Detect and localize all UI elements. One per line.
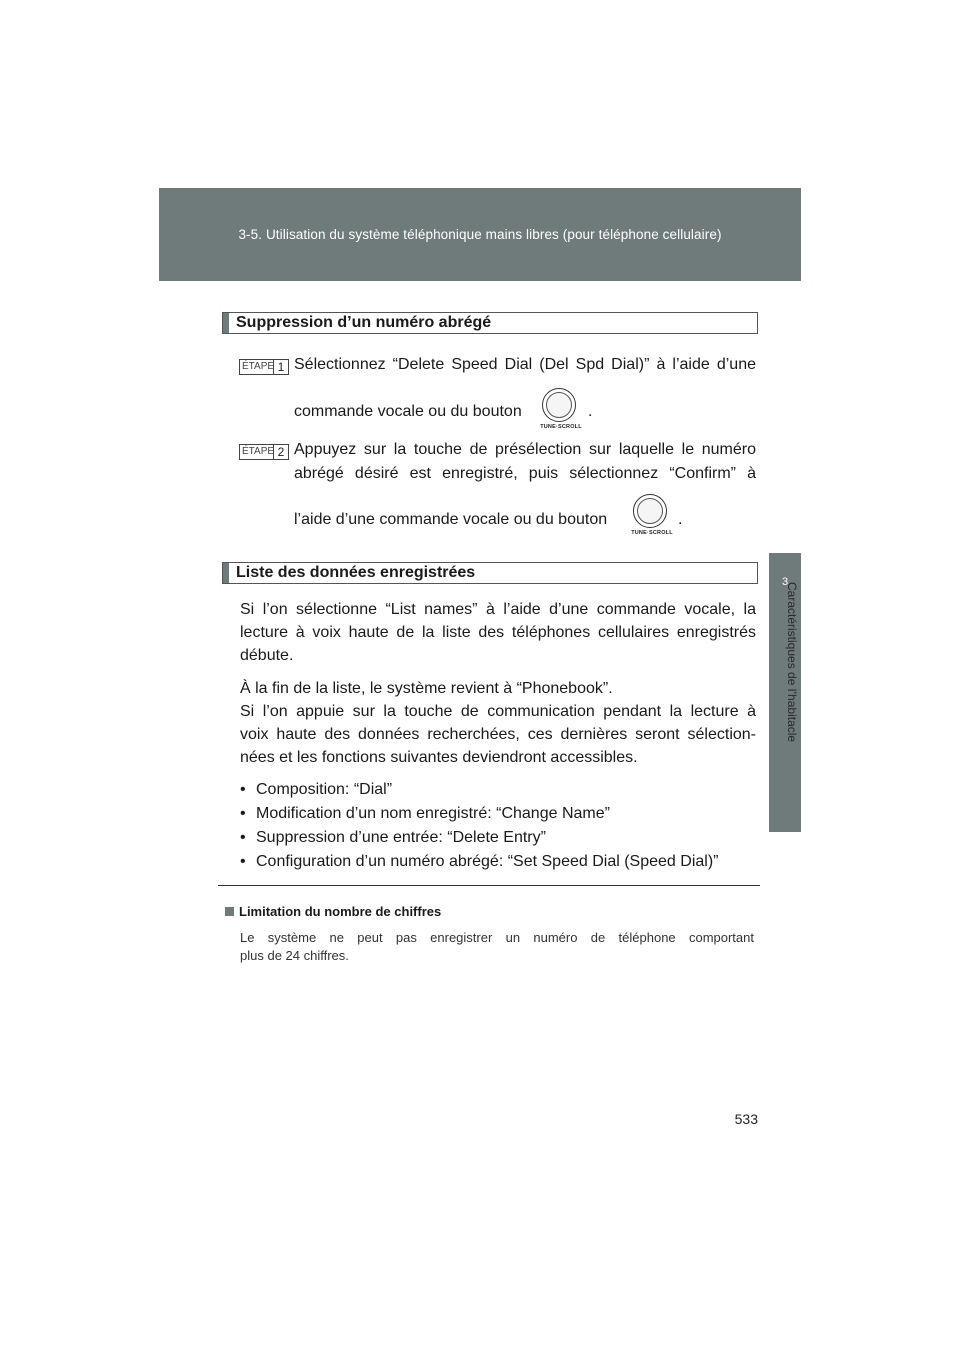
section-heading-delete-speed-dial [222, 312, 758, 334]
section-heading-stored-data-list [222, 562, 758, 584]
bullet-glyph: • [240, 829, 246, 846]
bullet-item: Suppression d’une entrée: “Delete Entry” [256, 829, 546, 846]
step-badge-2 [239, 444, 289, 460]
step-1-line-1: Sélectionnez “Delete Speed Dial (Del Spd Dial)” à l’aide d’une [294, 356, 756, 373]
note-body-line-1: Le système ne peut pas enregistrer un numéro de téléphone comportant [240, 930, 754, 945]
step-1-line-2: commande vocale ou du bouton [294, 403, 522, 420]
note-body-line-2: plus de 24 chiffres. [240, 948, 349, 963]
para-3-line-3: nées et les fonctions suivantes deviendront accessibles. [240, 749, 638, 766]
chapter-header-band [159, 188, 801, 281]
section-heading-marker [223, 313, 229, 333]
note-title: Limitation du nombre de chiffres [239, 904, 442, 919]
para-3-line-1: Si l’on appuie sur la touche de communication pendant la lecture à [240, 703, 756, 720]
chapter-number: 3 [781, 576, 789, 588]
step-badge-label: ÉTAPE [242, 446, 275, 457]
para-1-line-2: lecture à voix haute de la liste des téléphones cellulaires enregistrés [240, 624, 756, 641]
bullet-item: Configuration d’un numéro abrégé: “Set Speed Dial (Speed Dial)” [256, 853, 719, 870]
section-title: Suppression d’un numéro abrégé [236, 314, 492, 331]
chapter-side-label-wrap [786, 582, 812, 832]
section-title: Liste des données enregistrées [236, 564, 476, 581]
para-2-line-1: À la fin de la liste, le système revient à “Phonebook”. [240, 680, 613, 697]
step-badge-number: 1 [273, 359, 288, 375]
tune-scroll-knob-icon [540, 388, 582, 430]
knob-label: TUNE·SCROLL [540, 424, 582, 430]
step-2-line-2: abrégé désiré est enregistré, puis sélectionnez “Confirm” à [294, 465, 756, 482]
para-1-line-1: Si l’on sélectionne “List names” à l’aide d’une commande vocale, la [240, 601, 756, 618]
para-3-line-2: voix haute des données recherchées, ces dernières seront sélection- [240, 726, 756, 743]
bullet-glyph: • [240, 805, 246, 822]
page-number: 533 [734, 1111, 758, 1127]
square-bullet-icon [225, 907, 234, 916]
bullet-glyph: • [240, 781, 246, 798]
bullet-item: Composition: “Dial” [256, 781, 393, 798]
breadcrumb: 3-5. Utilisation du système téléphonique mains libres (pour téléphone cellulaire) [238, 227, 722, 242]
step-2-line-1: Appuyez sur la touche de présélection sur laquelle le numéro [294, 441, 756, 458]
bullet-glyph: • [240, 853, 246, 870]
step-badge-1 [239, 359, 289, 375]
chapter-side-label: Caractéristiques de l’habitacle [785, 582, 799, 743]
knob-label: TUNE·SCROLL [631, 530, 673, 536]
tune-scroll-knob-icon [631, 494, 673, 536]
note-heading [225, 904, 441, 919]
step-badge-label: ÉTAPE [242, 361, 275, 372]
step-2-line-3-end: . [678, 511, 683, 528]
bullet-item: Modification d’un nom enregistré: “Change Name” [256, 805, 610, 822]
step-badge-number: 2 [273, 444, 288, 460]
note-divider [218, 885, 760, 886]
para-1-line-3: débute. [240, 647, 294, 664]
step-2-line-3: l’aide d’une commande vocale ou du bouton [294, 511, 608, 528]
step-1-line-2-end: . [588, 403, 593, 420]
section-heading-marker [223, 563, 229, 583]
